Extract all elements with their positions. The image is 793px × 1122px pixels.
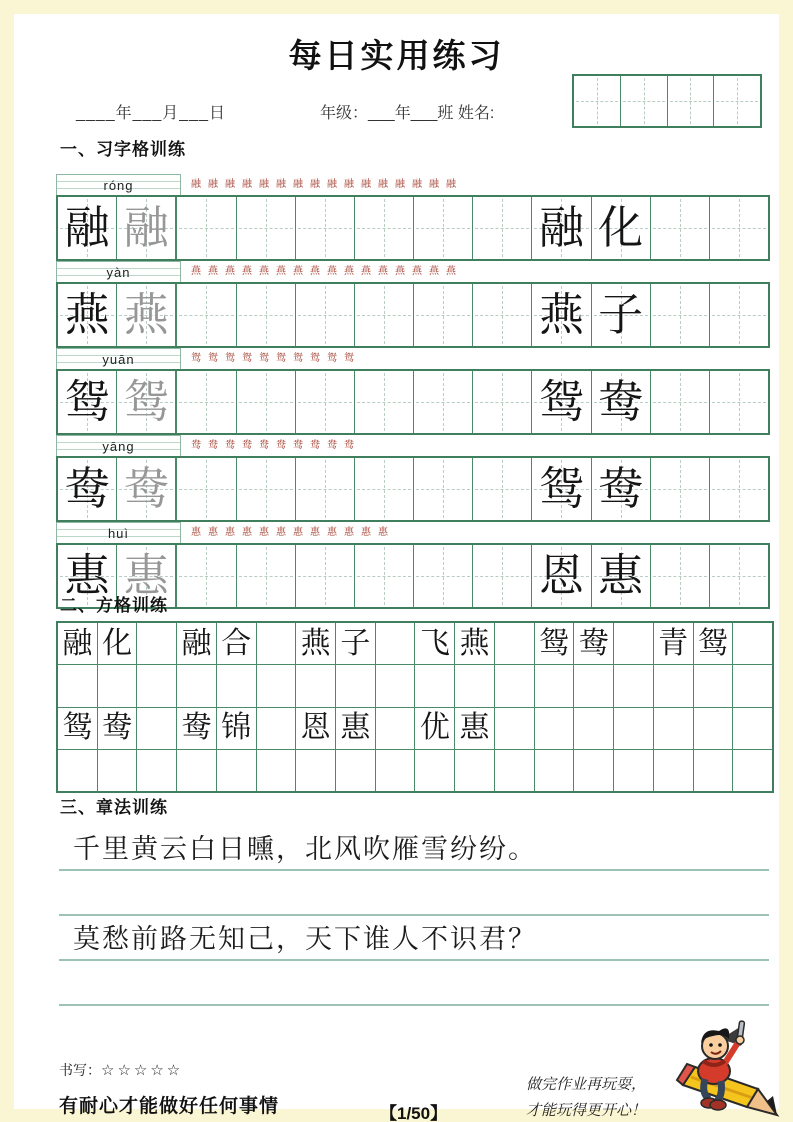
practice-char: 子: [598, 289, 644, 340]
square-cell: [216, 665, 256, 706]
tianzige-cell: [295, 458, 354, 520]
square-cell: [693, 623, 733, 664]
tianzige-cell: [116, 197, 175, 259]
tianzige-cell: [413, 197, 472, 259]
tianzige-row: [56, 282, 770, 348]
square-cell-char: 鸳: [697, 626, 728, 660]
square-cell: [573, 708, 613, 749]
square-cell: [454, 750, 494, 791]
tianzige-cell: [413, 545, 472, 607]
tianzige-cell: [236, 197, 295, 259]
square-cell-char: 融: [181, 626, 212, 660]
stroke-order-sequence: 惠惠惠惠惠惠惠惠惠惠惠惠: [191, 527, 395, 538]
square-cell: [732, 708, 772, 749]
square-cell-char: 青: [658, 626, 689, 660]
square-cell-char: 融: [62, 626, 93, 660]
tianzige-cell: [175, 197, 235, 259]
tianzige-cell: [413, 458, 472, 520]
grade-blanks: 年级：___年___班: [320, 105, 454, 122]
pinyin-stroke-strip: [56, 174, 770, 195]
square-grid-row: [58, 749, 772, 791]
tianzige-cell: [354, 197, 413, 259]
tianzige-cell: [650, 458, 709, 520]
practice-grid-section: [56, 174, 770, 609]
practice-char: 鸳: [538, 463, 584, 514]
tianzige-cell: [472, 545, 531, 607]
square-cell: [375, 665, 415, 706]
stroke-order-sequence: 燕燕燕燕燕燕燕燕燕燕燕燕燕燕燕燕: [191, 266, 463, 277]
square-cell: [136, 708, 176, 749]
composition-text: [59, 911, 73, 914]
square-cell: [136, 623, 176, 664]
practice-block: [56, 174, 770, 261]
rating-label: 书写：: [59, 1062, 101, 1078]
tianzige-cell: [709, 284, 768, 346]
footer-tip-line2: 才能玩得更开心！: [526, 1103, 647, 1119]
square-cell: [176, 708, 216, 749]
tianzige-cell: [709, 545, 768, 607]
trace-char: 鸯: [123, 463, 169, 514]
pinyin-label: róng: [103, 177, 134, 193]
tianzige-cell: [295, 545, 354, 607]
footer-tip: [526, 1072, 676, 1122]
pinyin-box: [56, 348, 181, 369]
square-cell: [414, 623, 454, 664]
square-cell-char: 优: [419, 711, 450, 745]
square-cell: [534, 665, 574, 706]
square-cell: [97, 750, 137, 791]
tianzige-cell: [116, 545, 175, 607]
pinyin-label: yuān: [102, 351, 135, 367]
section1-heading: 一、习字格训练: [60, 140, 186, 159]
tianzige-cell: [175, 371, 235, 433]
square-cell: [494, 623, 534, 664]
tianzige-cell: [236, 284, 295, 346]
square-cell: [534, 750, 574, 791]
square-cell: [176, 623, 216, 664]
square-cell-char: 锦: [221, 711, 252, 745]
composition-section: [59, 826, 769, 1006]
square-cell-char: 燕: [300, 626, 331, 660]
example-char: 融: [64, 202, 110, 253]
square-cell: [58, 665, 97, 706]
square-cell: [414, 708, 454, 749]
square-cell: [375, 623, 415, 664]
practice-char: 鸯: [598, 376, 644, 427]
square-cell: [573, 665, 613, 706]
square-cell: [613, 708, 653, 749]
pinyin-stroke-strip: [56, 435, 770, 456]
tianzige-cell: [354, 545, 413, 607]
name-grid-cell: [620, 76, 667, 126]
practice-char: 融: [538, 202, 584, 253]
square-cell: [295, 750, 335, 791]
tianzige-cell: [175, 284, 235, 346]
square-grid-row: [58, 707, 772, 749]
square-cell: [573, 750, 613, 791]
square-cell-char: 鸳: [538, 626, 569, 660]
square-cell-char: 化: [102, 626, 133, 660]
date-blank-line: ____年___月___日: [76, 105, 226, 122]
page-title: 每日实用练习: [288, 37, 505, 74]
square-cell: [176, 750, 216, 791]
square-cell: [613, 750, 653, 791]
tianzige-row: [56, 456, 770, 522]
tianzige-cell: [531, 545, 590, 607]
composition-text: 千里黄云白日曛，北风吹雁雪纷纷。: [73, 834, 537, 864]
square-cell: [613, 665, 653, 706]
tianzige-cell: [709, 197, 768, 259]
grade-name-line: [320, 100, 494, 123]
trace-char: 鸳: [123, 376, 169, 427]
square-cell: [494, 708, 534, 749]
tianzige-cell: [295, 197, 354, 259]
square-cell: [256, 623, 296, 664]
name-label: 姓名:: [457, 105, 495, 122]
practice-block: [56, 348, 770, 435]
practice-block: [56, 261, 770, 348]
tianzige-cell: [472, 458, 531, 520]
square-cell: [732, 750, 772, 791]
square-cell: [136, 665, 176, 706]
square-cell-char: 飞: [419, 626, 450, 660]
tianzige-row: [56, 543, 770, 609]
square-cell: [454, 708, 494, 749]
square-cell: [494, 750, 534, 791]
square-cell: [295, 623, 335, 664]
practice-block: [56, 522, 770, 609]
square-cell-char: 子: [340, 626, 371, 660]
pinyin-label: yāng: [102, 438, 135, 454]
tianzige-cell: [58, 458, 116, 520]
square-cell: [653, 708, 693, 749]
example-char: 鸯: [64, 463, 110, 514]
tianzige-cell: [413, 284, 472, 346]
tianzige-cell: [531, 458, 590, 520]
square-cell-char: 合: [221, 626, 252, 660]
square-cell-char: 惠: [459, 711, 490, 745]
tianzige-cell: [116, 284, 175, 346]
square-cell: [732, 623, 772, 664]
tianzige-cell: [295, 284, 354, 346]
tianzige-cell: [116, 371, 175, 433]
pinyin-label: yàn: [106, 264, 131, 280]
square-cell: [693, 665, 733, 706]
square-cell: [454, 665, 494, 706]
pinyin-stroke-strip: [56, 522, 770, 543]
square-grid-row: [58, 623, 772, 664]
tianzige-cell: [116, 458, 175, 520]
square-cell: [136, 750, 176, 791]
tianzige-cell: [709, 458, 768, 520]
mascot-svg: [659, 1019, 784, 1122]
handwriting-rating: [59, 1060, 183, 1080]
square-cell-char: 恩: [300, 711, 331, 745]
pinyin-box: [56, 522, 181, 543]
square-cell: [335, 665, 375, 706]
tianzige-cell: [236, 371, 295, 433]
pencil-boy-illustration: [659, 1019, 784, 1122]
square-cell: [58, 623, 97, 664]
square-cell: [335, 623, 375, 664]
tianzige-cell: [354, 284, 413, 346]
stroke-order-sequence: 鸯鸯鸯鸯鸯鸯鸯鸯鸯鸯: [191, 440, 361, 451]
tianzige-cell: [591, 545, 650, 607]
square-cell: [335, 750, 375, 791]
example-char: 鸳: [64, 376, 110, 427]
pinyin-box: [56, 261, 181, 282]
square-grid-row: [58, 664, 772, 706]
square-cell: [176, 665, 216, 706]
square-cell-char: 惠: [340, 711, 371, 745]
name-grid: [572, 74, 762, 128]
rating-stars: ☆☆☆☆☆: [101, 1062, 184, 1079]
tianzige-cell: [531, 284, 590, 346]
tianzige-cell: [413, 371, 472, 433]
square-cell: [97, 665, 137, 706]
tianzige-cell: [591, 197, 650, 259]
square-cell: [375, 750, 415, 791]
tianzige-cell: [175, 458, 235, 520]
pinyin-box: [56, 435, 181, 456]
trace-char: 燕: [123, 289, 169, 340]
tianzige-cell: [58, 545, 116, 607]
pinyin-label: huì: [107, 525, 130, 541]
section2-heading: 二、方格训练: [60, 596, 168, 615]
tianzige-cell: [58, 284, 116, 346]
tianzige-row: [56, 369, 770, 435]
section3-heading: 三、章法训练: [60, 798, 168, 817]
tianzige-cell: [650, 545, 709, 607]
square-cell: [58, 708, 97, 749]
square-cell: [216, 623, 256, 664]
practice-char: 鸯: [598, 463, 644, 514]
square-cell: [295, 665, 335, 706]
stroke-order-sequence: 融融融融融融融融融融融融融融融融: [191, 179, 463, 190]
square-cell: [534, 708, 574, 749]
square-cell: [454, 623, 494, 664]
trace-char: 惠: [123, 550, 169, 601]
square-grid-section: [56, 621, 774, 793]
composition-line: [59, 826, 769, 871]
square-cell-char: 燕: [459, 626, 490, 660]
square-cell: [58, 750, 97, 791]
square-cell: [653, 623, 693, 664]
square-cell: [653, 665, 693, 706]
composition-text: [59, 1001, 73, 1004]
square-cell-char: 鸯: [102, 711, 133, 745]
square-cell: [414, 750, 454, 791]
tianzige-cell: [591, 284, 650, 346]
square-cell: [414, 665, 454, 706]
tianzige-cell: [472, 371, 531, 433]
tianzige-cell: [591, 371, 650, 433]
practice-char: 惠: [598, 550, 644, 601]
name-grid-cell: [667, 76, 714, 126]
square-cell: [534, 623, 574, 664]
square-cell: [256, 708, 296, 749]
tianzige-cell: [175, 545, 235, 607]
square-cell: [375, 708, 415, 749]
tianzige-cell: [472, 197, 531, 259]
page-number: 【1/50】: [380, 1104, 448, 1122]
tianzige-cell: [591, 458, 650, 520]
square-cell: [295, 708, 335, 749]
square-cell: [653, 750, 693, 791]
square-cell: [335, 708, 375, 749]
composition-line: [59, 916, 769, 961]
tianzige-cell: [472, 284, 531, 346]
square-cell: [256, 750, 296, 791]
practice-char: 燕: [538, 289, 584, 340]
tianzige-cell: [650, 284, 709, 346]
practice-char: 恩: [538, 550, 584, 601]
square-cell: [97, 623, 137, 664]
square-cell: [97, 708, 137, 749]
tianzige-cell: [236, 545, 295, 607]
square-cell: [732, 665, 772, 706]
paper-area: [14, 14, 779, 1122]
tianzige-cell: [354, 371, 413, 433]
practice-char: 鸳: [538, 376, 584, 427]
square-cell-char: 鸯: [578, 626, 609, 660]
tianzige-cell: [709, 371, 768, 433]
name-grid-cell: [713, 76, 760, 126]
practice-char: 化: [598, 202, 644, 253]
stroke-order-sequence: 鸳鸳鸳鸳鸳鸳鸳鸳鸳鸳: [191, 353, 361, 364]
composition-line: [59, 961, 769, 1006]
composition-line: [59, 871, 769, 916]
tianzige-cell: [531, 197, 590, 259]
example-char: 惠: [64, 550, 110, 601]
tianzige-cell: [58, 371, 116, 433]
square-cell: [573, 623, 613, 664]
name-grid-cell: [574, 76, 620, 126]
square-cell: [216, 750, 256, 791]
tianzige-cell: [236, 458, 295, 520]
footer-tip-line1: 做完作业再玩耍，: [526, 1077, 647, 1093]
square-cell: [256, 665, 296, 706]
example-char: 燕: [64, 289, 110, 340]
trace-char: 融: [123, 202, 169, 253]
tianzige-cell: [354, 458, 413, 520]
square-cell: [693, 750, 733, 791]
tianzige-cell: [650, 371, 709, 433]
square-cell-char: 鸯: [181, 711, 212, 745]
tianzige-cell: [58, 197, 116, 259]
pinyin-stroke-strip: [56, 348, 770, 369]
tianzige-cell: [295, 371, 354, 433]
footer-motto: 有耐心才能做好任何事情: [59, 1096, 280, 1117]
tianzige-cell: [650, 197, 709, 259]
tianzige-cell: [531, 371, 590, 433]
pinyin-stroke-strip: [56, 261, 770, 282]
tianzige-row: [56, 195, 770, 261]
practice-block: [56, 435, 770, 522]
pinyin-box: [56, 174, 181, 195]
square-cell: [494, 665, 534, 706]
square-cell: [613, 623, 653, 664]
square-cell: [216, 708, 256, 749]
square-cell-char: 鸳: [62, 711, 93, 745]
composition-text: 莫愁前路无知己，天下谁人不识君？: [73, 924, 537, 954]
square-cell: [693, 708, 733, 749]
